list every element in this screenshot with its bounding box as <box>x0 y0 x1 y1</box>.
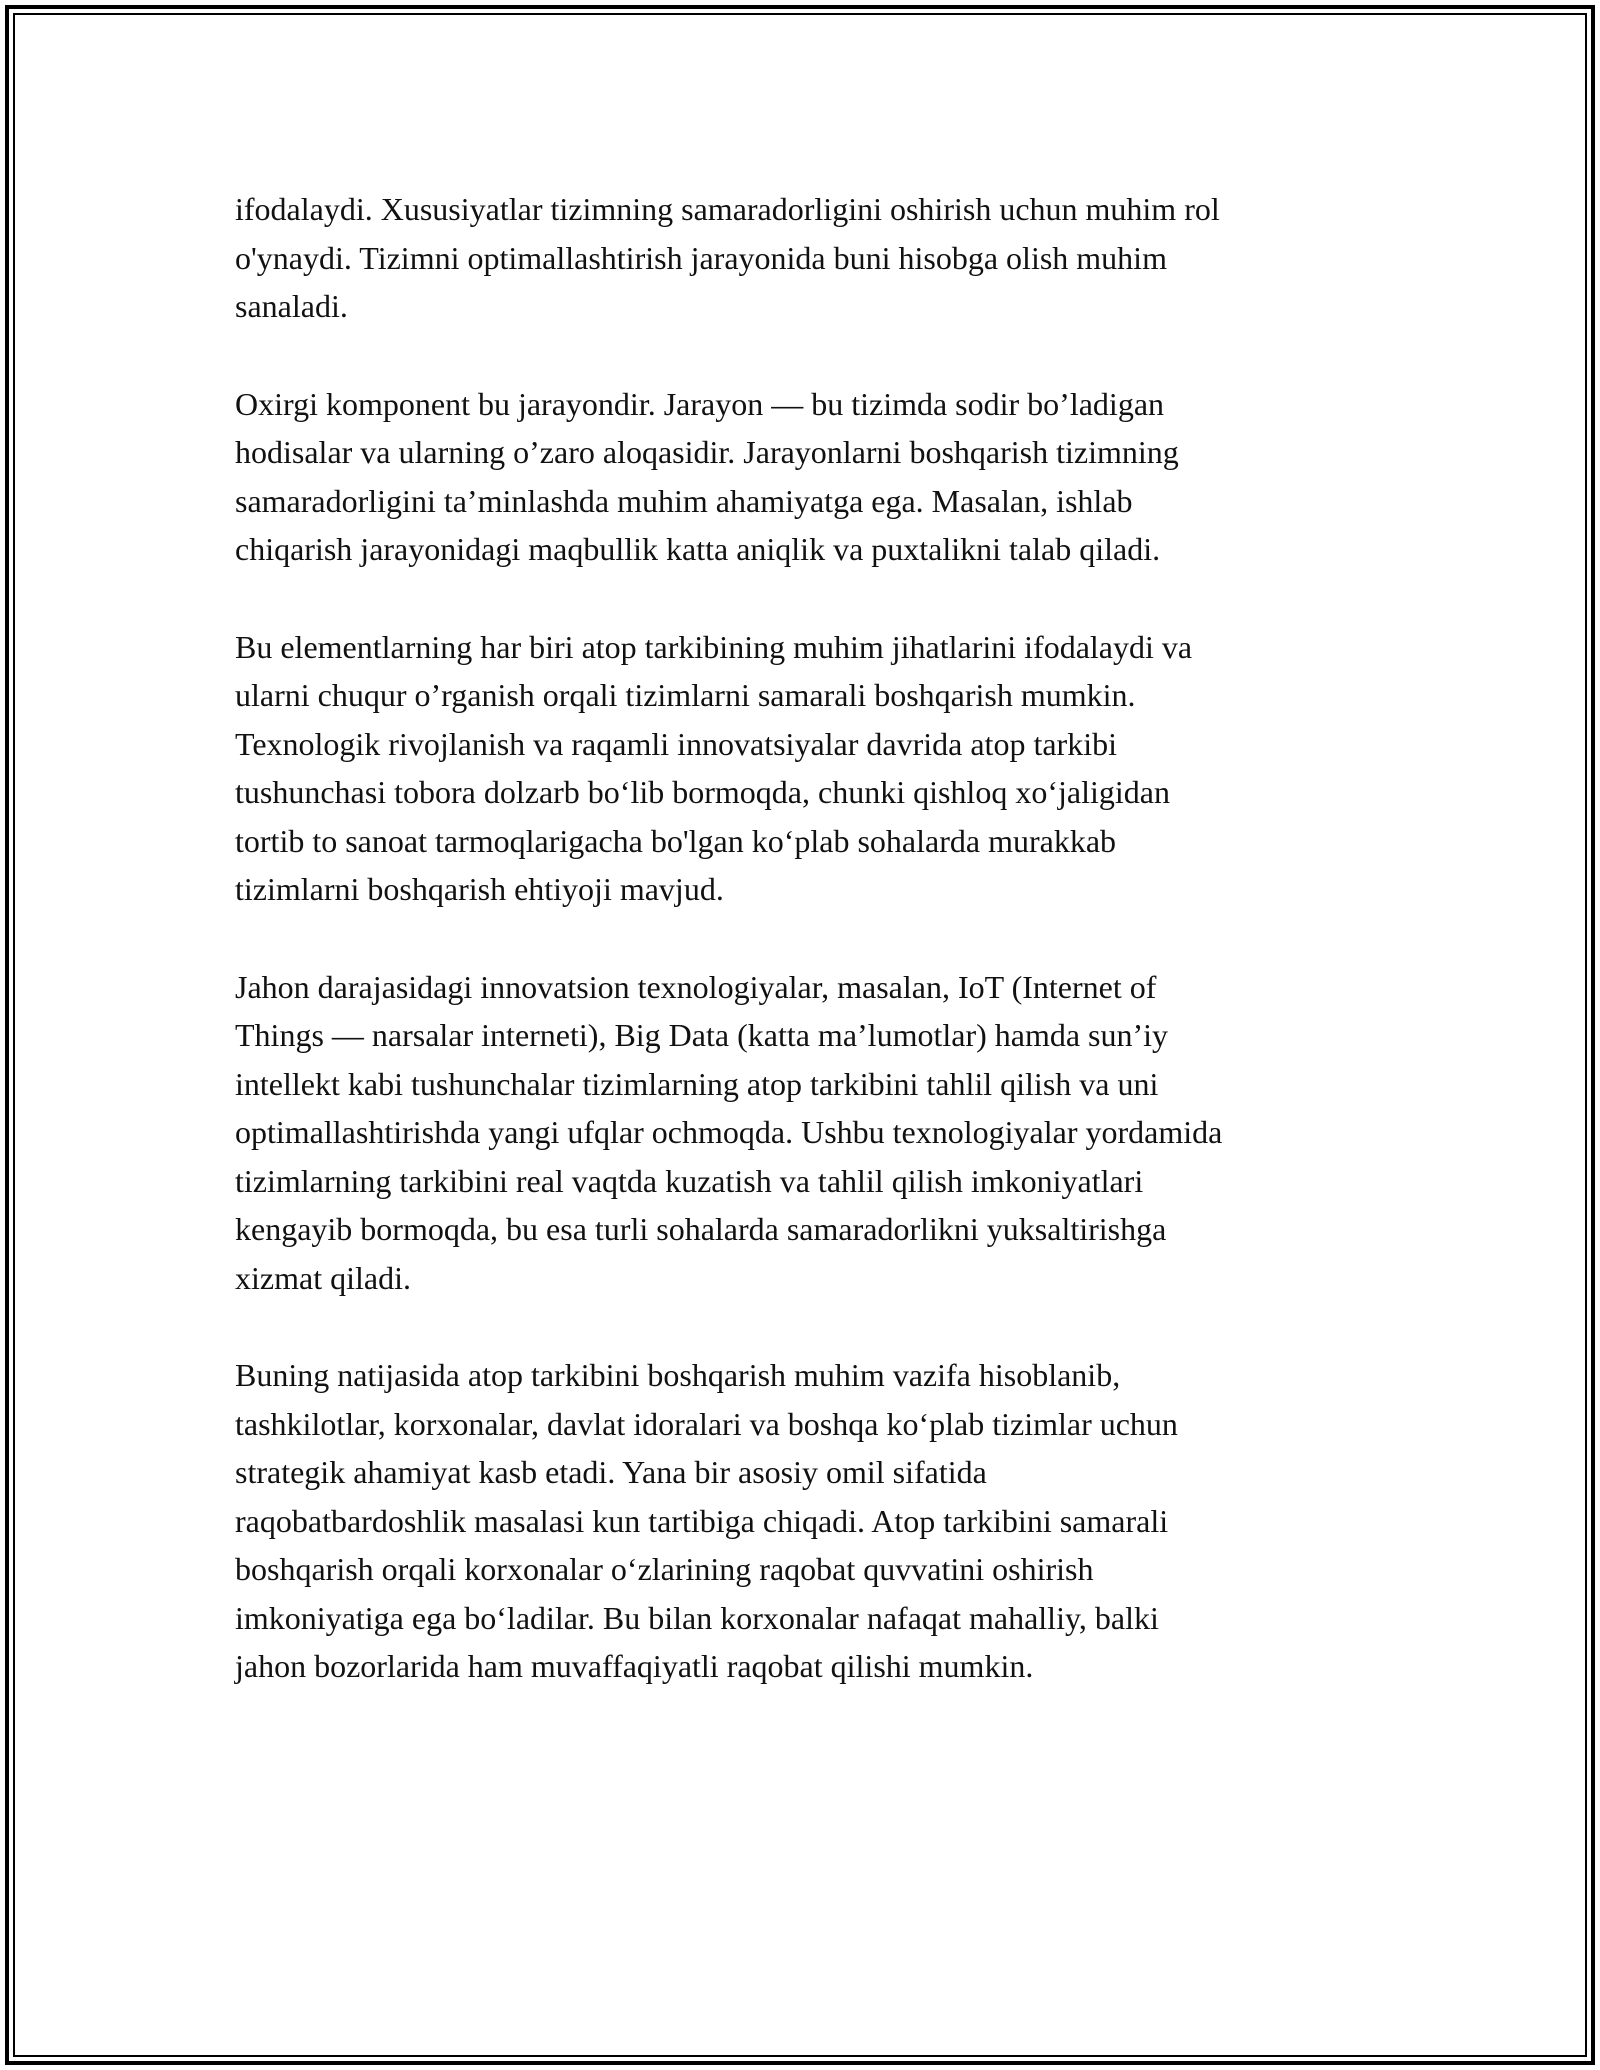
paragraph-1: ifodalaydi. Xususiyatlar tizimning samaradorligini oshirish uchun muhim rol o'ynaydi. Tizimni optimallashtirish jarayonida buni hisobga olish muhim sanaladi. <box>235 191 1220 324</box>
paragraph-5: Buning natijasida atop tarkibini boshqarish muhim vazifa hisoblanib, tashkilotlar, korxonalar, davlat idoralari va boshqa ko‘plab tizimlar uchun strategik ahamiyat kasb etadi. Yana bir asosiy omil sifatida raqobatbardoshlik masalasi kun tartibiga chiqadi. Atop tarkibini samarali boshqarish orqali korxonalar o‘zlarining raqobat quvvatini oshirish imkoniyatiga ega bo‘ladilar. Bu bilan korxonalar nafaqat mahalliy, balki jahon bozorlarida ham muvaffaqiyatli raqobat qilishi mumkin. <box>235 1357 1178 1684</box>
document-body <box>235 185 1375 1740</box>
paragraph-2: Oxirgi komponent bu jarayondir. Jarayon — bu tizimda sodir bo’ladigan hodisalar va ularning o’zaro aloqasidir. Jarayonlarni boshqarish tizimning samaradorligini ta’minlashda muhim ahamiyatga ega. Masalan, ishlab chiqarish jarayonidagi maqbullik katta aniqlik va puxtalikni talab qiladi. <box>235 385 1179 567</box>
paragraph-4: Jahon darajasidagi innovatsion texnologiyalar, masalan, IoT (Internet of Things — narsalar interneti), Big Data (katta ma’lumotlar) hamda sun’iy intellekt kabi tushunchalar tizimlarning atop tarkibini tahlil qilish va uni optimallashtirishda yangi ufqlar ochmoqda. Ushbu texnologiyalar yordamida tizimlarning tarkibini real vaqtda kuzatish va tahlil qilish imkoniyatlari kengayib bormoqda, bu esa turli sohalarda samaradorlikni yuksaltirishga xizmat qiladi. <box>235 968 1223 1296</box>
paragraph-3: Bu elementlarning har biri atop tarkibining muhim jihatlarini ifodalaydi va ularni chuqur o’rganish orqali tizimlarni samarali boshqarish mumkin. Texnologik rivojlanish va raqamli innovatsiyalar davrida atop tarkibi tushunchasi tobora dolzarb bo‘lib bormoqda, chunki qishloq xo‘jaligidan tortib to sanoat tarmoqlarigacha bo'lgan ko‘plab sohalarda murakkab tizimlarni boshqarish ehtiyoji mavjud. <box>235 628 1193 907</box>
